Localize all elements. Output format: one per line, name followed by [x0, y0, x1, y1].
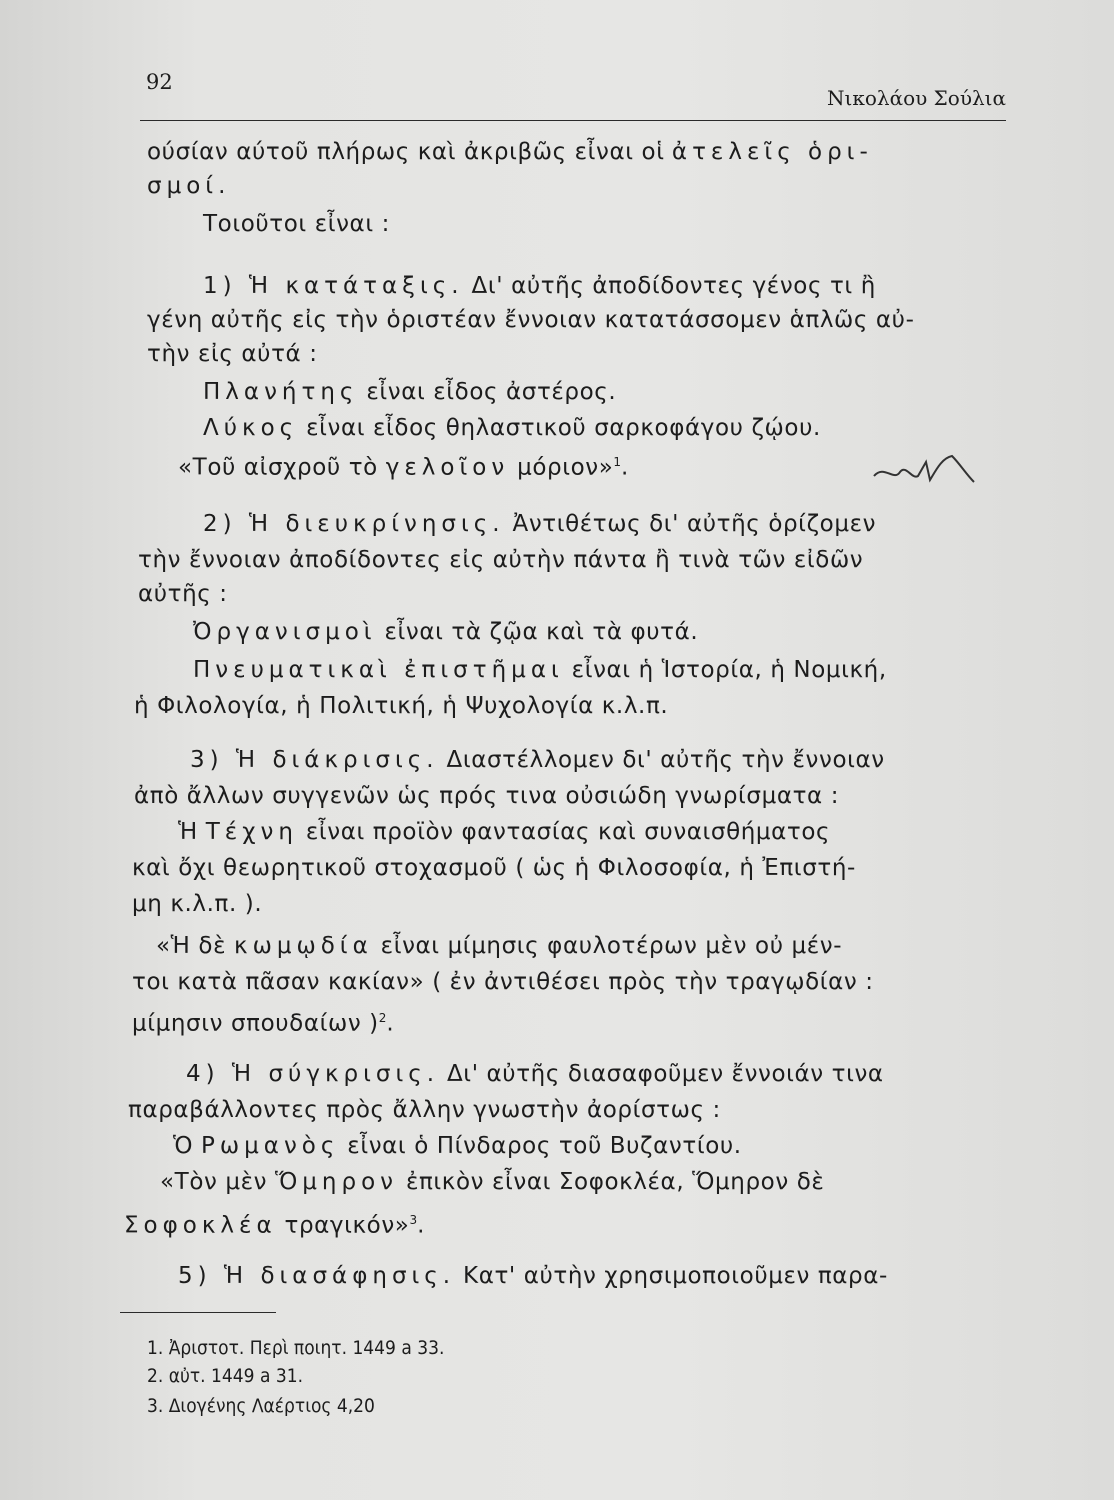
term-label: Ἡ κατάταξις. — [248, 273, 464, 299]
text-line: ἀπὸ ἄλλων συγγενῶν ὡς πρός τινα οὐσιώδη γνωρίσματα : — [134, 783, 840, 809]
text-line: ἡ Φιλολογία, ἡ Πολιτική, ἡ Ψυχολογία κ.λ.π. — [134, 693, 669, 719]
text-line: σμοί. — [147, 173, 231, 199]
text-line: μη κ.λ.π. ). — [132, 891, 263, 917]
example-line: Λύκος εἶναι εἶδος θηλαστικοῦ σαρκοφάγου ζῴου. — [203, 415, 821, 441]
text-line: τὴν ἔννοιαν ἀποδίδοντες εἰς αὐτὴν πάντα ἢ τινὰ τῶν εἰδῶν — [138, 547, 864, 573]
footnote-ref: 3 — [409, 1213, 418, 1227]
example-line: «Τοῦ αἰσχροῦ τὸ γελοῖον μόριον»$^1$. — [178, 454, 629, 481]
example-line: Ὀργανισμοὶ εἶναι τὰ ζῷα καὶ τὰ φυτά. — [193, 619, 699, 645]
text-line: παραβάλλοντες πρὸς ἄλλην γνωστὴν ἀορίστως : — [128, 1097, 721, 1123]
text-line: μίμησιν σπουδαίων )$^2$. — [132, 1010, 394, 1037]
text-line: Σοφοκλέα τραγικόν»$^3$. — [124, 1212, 425, 1239]
term-label: Ἡ διασάφησις. — [223, 1263, 456, 1289]
example-line: Ἡ Τέχνη εἶναι προϊὸν φαντασίας καὶ συναισθήματος — [178, 819, 831, 845]
example-line: Πνευματικαὶ ἐπιστῆμαι εἶναι ἡ Ἱστορία, ἡ Νομική, — [193, 657, 887, 683]
page-number: 92 — [146, 70, 173, 94]
item-2-heading: 2) Ἡ διευκρίνησις. Ἀντιθέτως δι' αὐτῆς ὁρίζομεν — [203, 511, 877, 537]
footnote-3: 3. Διογένης Λαέρτιος 4,20 — [147, 1395, 375, 1417]
handwritten-mark — [870, 450, 980, 490]
text-line: τὴν εἰς αὐτά : — [147, 341, 318, 367]
item-1-heading: 1) Ἡ κατάταξις. Δι' αὐτῆς ἀποδίδοντες γένος τι ἢ — [203, 273, 876, 299]
footnote-1: 1. Ἀριστοτ. Περὶ ποιητ. 1449 a 33. — [147, 1337, 445, 1359]
term-label: Ἡ διάκρισις. — [235, 747, 439, 773]
example-line: «Τὸν μὲν Ὅμηρον ἐπικὸν εἶναι Σοφοκλέα, Ὅμηρον δὲ — [160, 1169, 825, 1195]
text-line: γένη αὐτῆς εἰς τὴν ὁριστέαν ἔννοιαν κατατάσσομεν ἁπλῶς αὐ- — [147, 307, 915, 333]
text-line: Τοιοῦτοι εἶναι : — [203, 211, 390, 237]
item-3-heading: 3) Ἡ διάκρισις. Διαστέλλομεν δι' αὐτῆς τὴν ἔννοιαν — [190, 747, 885, 773]
term-label: Ἡ σύγκρισις. — [231, 1061, 440, 1087]
footnote-rule — [120, 1312, 276, 1313]
item-5-heading: 5) Ἡ διασάφησις. Κατ' αὐτὴν χρησιμοποιοῦμεν παρα- — [178, 1263, 888, 1289]
item-4-heading: 4) Ἡ σύγκρισις. Δι' αὐτῆς διασαφοῦμεν ἔννοιάν τινα — [186, 1061, 884, 1087]
running-head: Νικολάου Σούλια — [827, 86, 1006, 110]
text-line: αὐτῆς : — [138, 581, 228, 607]
example-line: Πλανήτης εἶναι εἶδος ἀστέρος. — [203, 379, 617, 405]
footnote-ref: 1 — [613, 455, 622, 469]
text-line: καὶ ὄχι θεωρητικοῦ στοχασμοῦ ( ὡς ἡ Φιλοσοφία, ἡ Ἐπιστή- — [132, 855, 856, 881]
footnote-ref: 2 — [378, 1011, 387, 1025]
example-line: Ὁ Ρωμανὸς εἶναι ὁ Πίνδαρος τοῦ Βυζαντίου. — [173, 1133, 742, 1159]
footnote-2: 2. αὐτ. 1449 a 31. — [147, 1365, 304, 1387]
example-line: «Ἡ δὲ κωμῳδία εἶναι μίμησις φαυλοτέρων μὲν οὐ μέν- — [156, 933, 843, 959]
text-line: τοι κατὰ πᾶσαν κακίαν» ( ἐν ἀντιθέσει πρὸς τὴν τραγῳδίαν : — [132, 969, 874, 995]
term-label: Ἡ διευκρίνησις. — [248, 511, 505, 537]
text-line: ούσίαν αύτοῦ πλήρως καὶ ἀκριβῶς εἶναι οἱ ἀτελεῖς ὁρι- — [147, 139, 873, 165]
